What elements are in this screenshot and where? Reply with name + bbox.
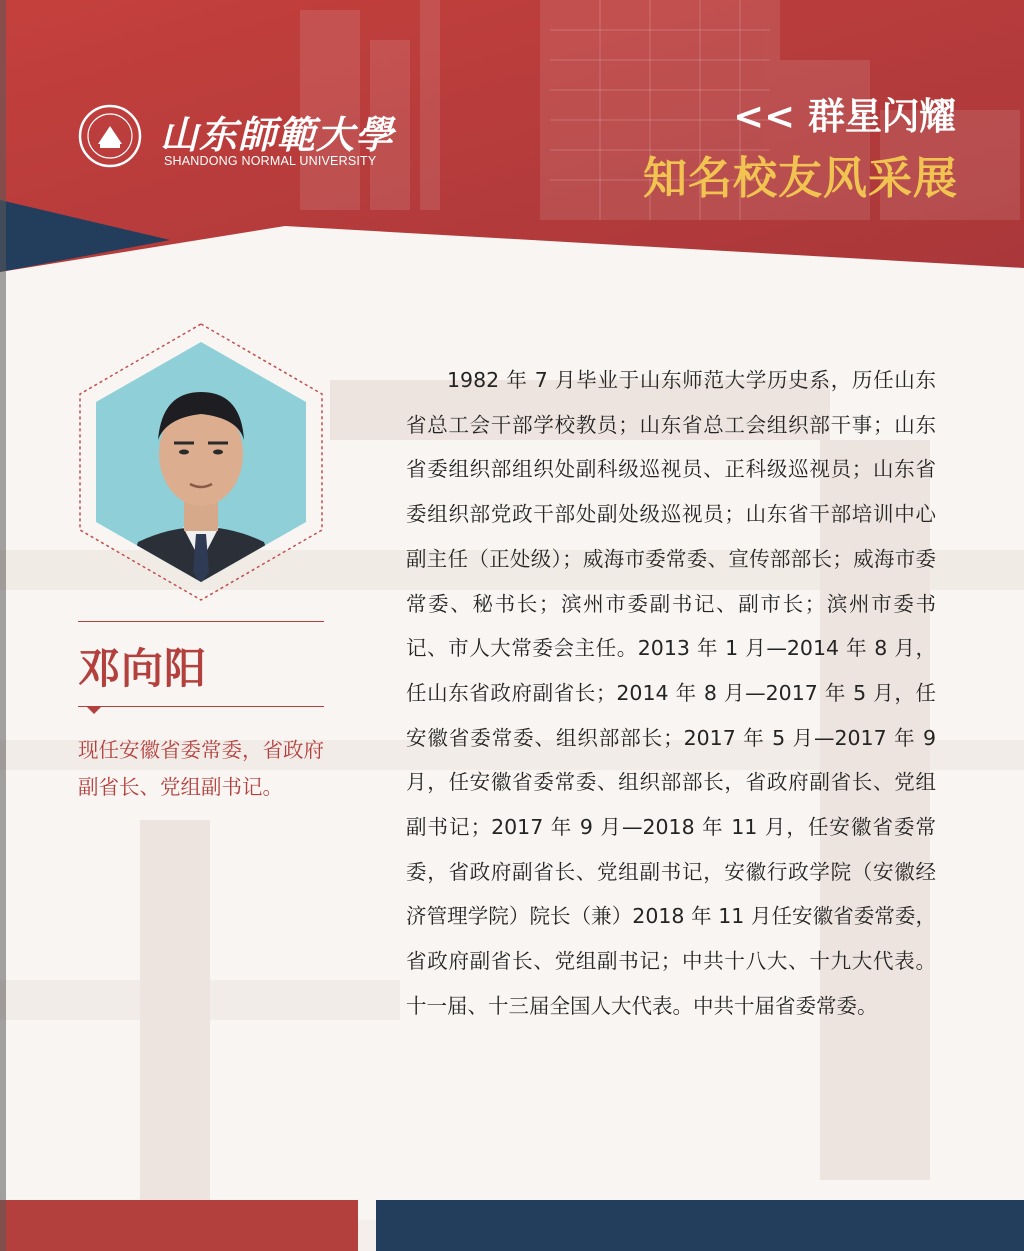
person-portrait-icon	[78, 322, 324, 602]
page-title: 知名校友风采展	[643, 153, 958, 204]
person-position: 现任安徽省委常委，省政府副省长、党组副书记。	[78, 738, 324, 799]
section-kicker: << 群星闪耀	[733, 95, 956, 138]
page-edge	[0, 0, 6, 1251]
person-name: 邓向阳	[78, 644, 208, 693]
university-name-cn: 山东師範大學	[160, 112, 395, 157]
name-divider-bottom	[78, 706, 324, 707]
footer-bar-navy	[376, 1200, 1024, 1251]
footer-bar-red	[0, 1200, 358, 1251]
university-name-en: SHANDONG NORMAL UNIVERSITY	[164, 154, 377, 168]
biography-text: 1982 年 7 月毕业于山东师范大学历史系，历任山东省总工会干部学校教员；山东省总工会组织部干事；山东省委组织部组织处副科级巡视员、正科级巡视员；山东省委组织部党政干部处副处级巡视员；山东省干部培训中心副主任（正处级）；威海市委常委、宣传部部长；威海市委常委、秘书长；滨州市委副书记、副市长；滨州市委书记、市人大常委会主任。2013 年 1 月—2014 年 8 月，任山东省政府副省长；2014 年 8 月—2017 年 5 月，任安徽省委常委、组织部部长；2017 年 5 月—2017 年 9 月，任安徽省委常委、组织部部长，省政府副省长、党组副书记；2017 年 9 月—2018 年 11 月，任安徽省委常委，省政府副省长、党组副书记，安徽行政学院（安徽经济管理学院）院长（兼）2018 年 11 月任安徽省委常委，省政府副省长、党组副书记；中共十八大、十九大代表。十一届、十三届全国人大代表。中共十届省委常委。	[406, 368, 936, 1018]
university-seal-icon	[78, 104, 142, 168]
name-divider-notch	[86, 706, 102, 714]
name-divider-top	[78, 621, 324, 622]
